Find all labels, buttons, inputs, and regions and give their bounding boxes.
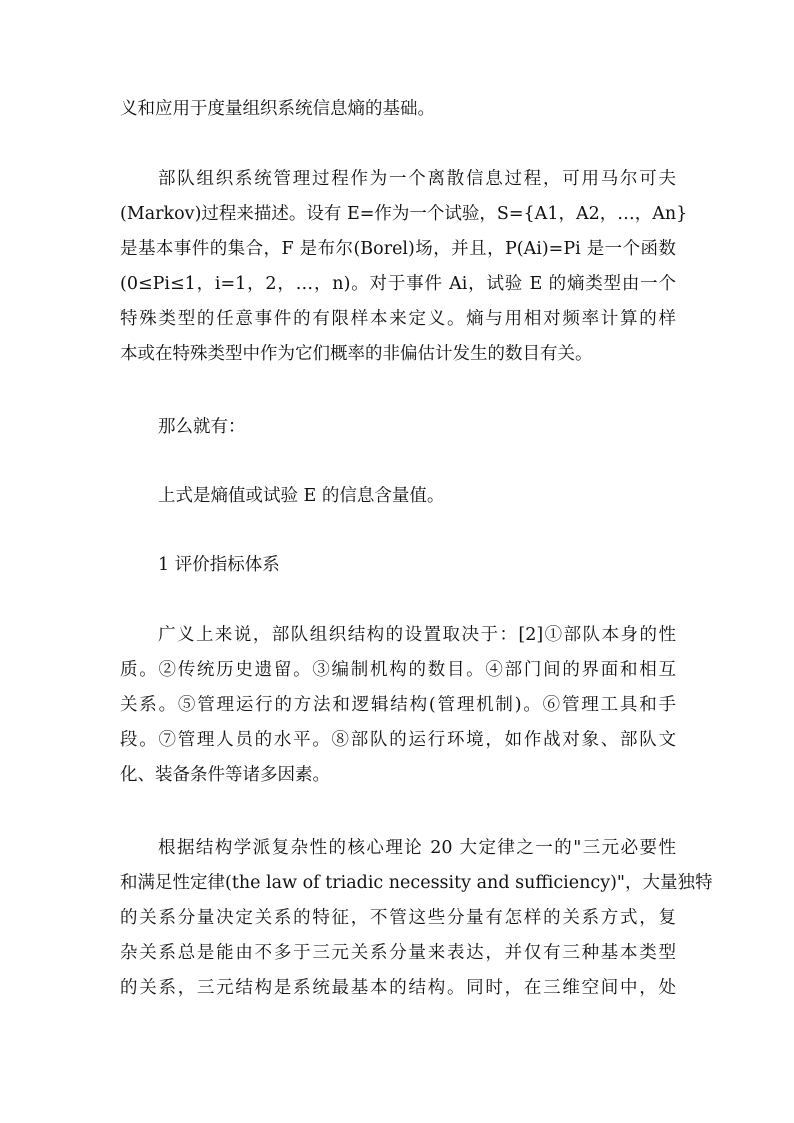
paragraph-1-line-5: 本或在特殊类型中作为它们概率的非偏估计发生的数目有关。 [120, 344, 593, 364]
paragraph-6-line-2: 的关系分量决定关系的特征，不管这些分量有怎样的关系方式，复 [120, 908, 676, 928]
paragraph-5-line-1: 质。②传统历史遗留。③编制机构的数目。④部门间的界面和相互 [120, 660, 676, 680]
paragraph-6-line-1: 和满足性定律(the law of triadic necessity and sufficiency)"，大量独特 [120, 873, 713, 893]
paragraph-6-line-0: 根据结构学派复杂性的核心理论 20 大定律之一的"三元必要性 [158, 838, 676, 858]
paragraph-1-line-3: (0≤Pi≤1，i=1，2，…，n)。对于事件 Ai，试验 E 的熵类型由一个 [120, 274, 676, 294]
paragraph-5-line-3: 段。⑦管理人员的水平。⑧部队的运行环境，如作战对象、部队文 [120, 730, 676, 750]
paragraph-5-line-0: 广义上来说，部队组织结构的设置取决于：[2]①部队本身的性 [158, 625, 676, 645]
paragraph-1-line-4: 特殊类型的任意事件的有限样本来定义。熵与用相对频率计算的样 [120, 309, 676, 329]
paragraph-2-line-0: 那么就有： [158, 417, 246, 437]
section-heading: 1 评价指标体系 [158, 555, 280, 575]
paragraph-6-line-4: 的关系，三元结构是系统最基本的结构。同时，在三维空间中，处 [120, 978, 676, 998]
paragraph-1-line-2: 是基本事件的集合，F 是布尔(Borel)场，并且，P(Ai)=Pi 是一个函数 [120, 239, 676, 259]
paragraph-3-line-0: 上式是熵值或试验 E 的信息含量值。 [158, 486, 445, 506]
paragraph-1-line-1: (Markov)过程来描述。设有 E=作为一个试验，S={A1，A2，…，An} [120, 204, 688, 224]
paragraph-1-line-0: 部队组织系统管理过程作为一个离散信息过程，可用马尔可夫 [158, 169, 676, 189]
paragraph-5-line-4: 化、装备条件等诸多因素。 [120, 765, 330, 785]
paragraph-6-line-3: 杂关系总是能由不多于三元关系分量来表达，并仅有三种基本类型 [120, 943, 676, 963]
paragraph-0-line-0: 义和应用于度量组织系统信息熵的基础。 [120, 99, 435, 119]
paragraph-5-line-2: 关系。⑤管理运行的方法和逻辑结构(管理机制)。⑥管理工具和手 [120, 695, 676, 715]
